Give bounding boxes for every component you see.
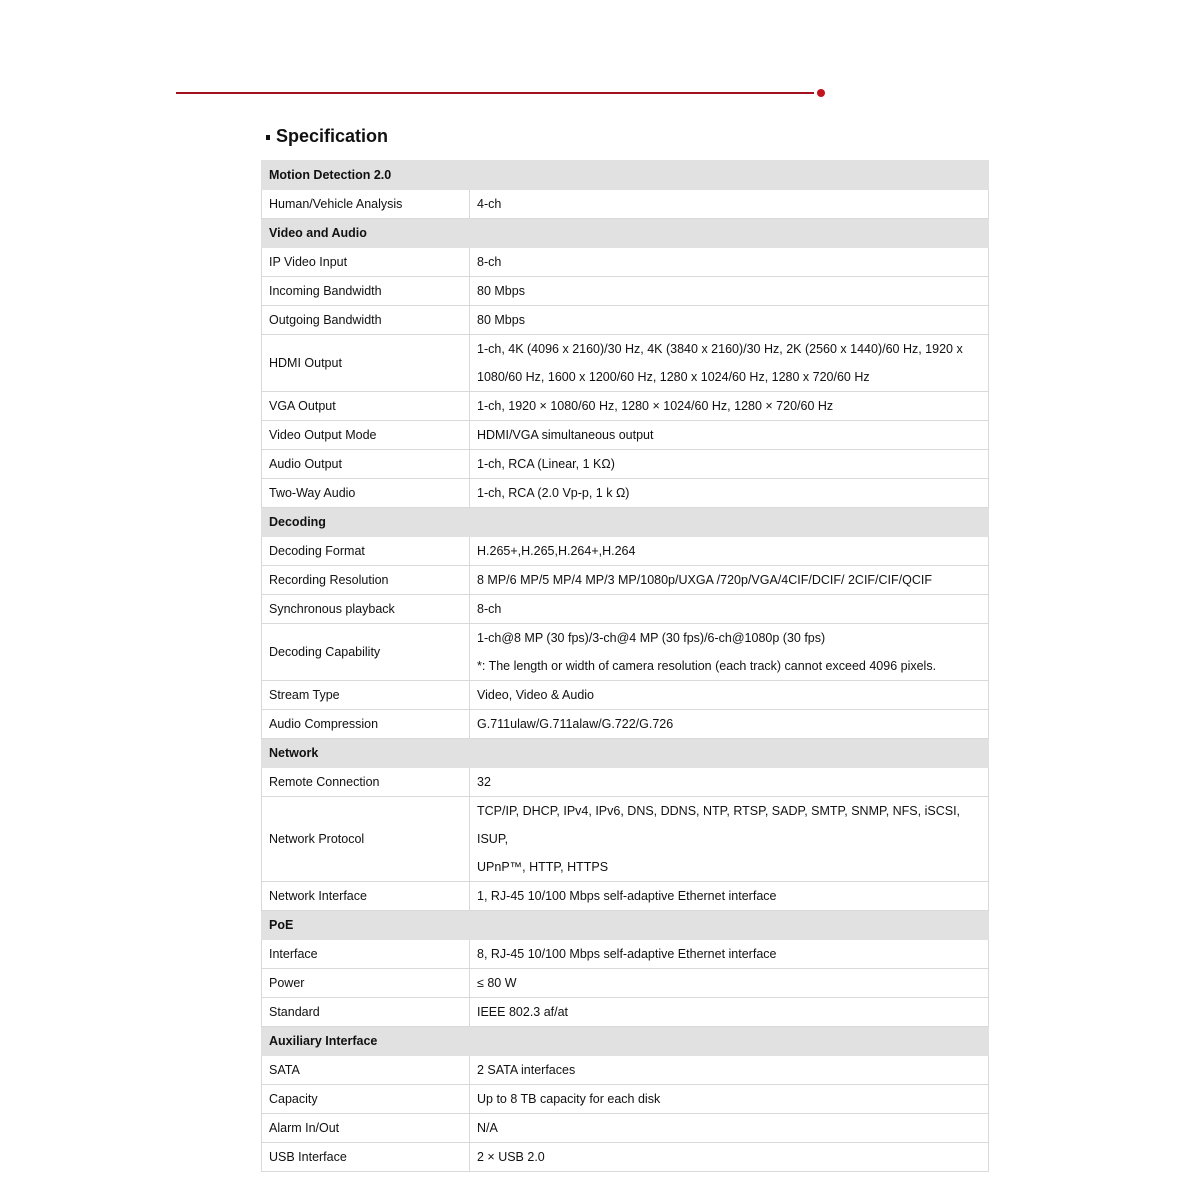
spec-value — [470, 882, 989, 911]
spec-key: Decoding Format — [262, 537, 470, 566]
spec-value — [470, 450, 989, 479]
table-row — [262, 335, 989, 392]
spec-value — [470, 768, 989, 797]
spec-value-line: 8, RJ-45 10/100 Mbps self-adaptive Ethernet interface — [477, 947, 777, 961]
spec-key: Incoming Bandwidth — [262, 277, 470, 306]
spec-value-line: TCP/IP, DHCP, IPv4, IPv6, DNS, DDNS, NTP, RTSP, SADP, SMTP, SNMP, NFS, iSCSI, ISUP, — [477, 804, 961, 846]
table-row — [262, 537, 989, 566]
table-row — [262, 940, 989, 969]
section-title: Network — [262, 739, 989, 768]
table-row — [262, 479, 989, 508]
spec-key: Power — [262, 969, 470, 998]
table-row — [262, 969, 989, 998]
spec-key: Audio Compression — [262, 710, 470, 739]
spec-value — [470, 595, 989, 624]
spec-value — [470, 190, 989, 219]
spec-value — [470, 710, 989, 739]
spec-key: Human/Vehicle Analysis — [262, 190, 470, 219]
spec-key: VGA Output — [262, 392, 470, 421]
table-row — [262, 190, 989, 219]
spec-key: IP Video Input — [262, 248, 470, 277]
header-rule — [176, 92, 814, 94]
spec-value-line: 1-ch, RCA (Linear, 1 KΩ) — [477, 457, 615, 471]
spec-value — [470, 940, 989, 969]
spec-value-line: 80 Mbps — [477, 284, 525, 298]
spec-value-line: 1, RJ-45 10/100 Mbps self-adaptive Ethernet interface — [477, 889, 777, 903]
spec-key: Synchronous playback — [262, 595, 470, 624]
spec-value — [470, 335, 989, 392]
spec-value-line: 2 SATA interfaces — [477, 1063, 576, 1077]
spec-value-line: 8-ch — [477, 602, 502, 616]
spec-value-line: 8 MP/6 MP/5 MP/4 MP/3 MP/1080p/UXGA /720p/VGA/4CIF/DCIF/ 2CIF/CIF/QCIF — [477, 573, 932, 587]
spec-value — [470, 566, 989, 595]
page-title — [266, 126, 388, 147]
spec-value-line: N/A — [477, 1121, 498, 1135]
table-row — [262, 277, 989, 306]
spec-value — [470, 392, 989, 421]
spec-value — [470, 681, 989, 710]
spec-value-line: HDMI/VGA simultaneous output — [477, 428, 654, 442]
section-title: Auxiliary Interface — [262, 1027, 989, 1056]
table-row — [262, 882, 989, 911]
spec-value-line: 1-ch, RCA (2.0 Vp-p, 1 k Ω) — [477, 486, 630, 500]
spec-value-line: 1080/60 Hz, 1600 x 1200/60 Hz, 1280 x 1024/60 Hz, 1280 x 720/60 Hz — [477, 370, 870, 384]
spec-value — [470, 1085, 989, 1114]
spec-value — [470, 969, 989, 998]
spec-key: Capacity — [262, 1085, 470, 1114]
spec-value — [470, 306, 989, 335]
spec-value-line: IEEE 802.3 af/at — [477, 1005, 569, 1019]
spec-value — [470, 624, 989, 681]
spec-key: Decoding Capability — [262, 624, 470, 681]
spec-value — [470, 248, 989, 277]
spec-value — [470, 421, 989, 450]
table-row — [262, 797, 989, 882]
table-row — [262, 681, 989, 710]
table-row — [262, 306, 989, 335]
section-header-row — [262, 508, 989, 537]
bullet-icon — [266, 135, 270, 140]
table-row — [262, 392, 989, 421]
spec-value-line: 2 × USB 2.0 — [477, 1150, 545, 1164]
spec-value — [470, 998, 989, 1027]
table-row — [262, 566, 989, 595]
table-row — [262, 1085, 989, 1114]
spec-value-line: G.711ulaw/G.711alaw/G.722/G.726 — [477, 717, 674, 731]
spec-value — [470, 479, 989, 508]
spec-key: Interface — [262, 940, 470, 969]
section-header-row — [262, 911, 989, 940]
spec-key: Outgoing Bandwidth — [262, 306, 470, 335]
spec-value-line: 1-ch, 4K (4096 x 2160)/30 Hz, 4K (3840 x 2160)/30 Hz, 2K (2560 x 1440)/60 Hz, 1920 x — [477, 342, 963, 356]
section-header-row — [262, 161, 989, 190]
spec-key: Remote Connection — [262, 768, 470, 797]
spec-key: Alarm In/Out — [262, 1114, 470, 1143]
header-rule-dot — [817, 89, 825, 97]
spec-table-body — [262, 161, 989, 1172]
spec-key: Audio Output — [262, 450, 470, 479]
spec-value-line: *: The length or width of camera resolution (each track) cannot exceed 4096 pixels. — [477, 659, 937, 673]
spec-key: Stream Type — [262, 681, 470, 710]
page-title-text: Specification — [276, 126, 389, 146]
table-row — [262, 1114, 989, 1143]
table-row — [262, 595, 989, 624]
spec-value-line: 8-ch — [477, 255, 502, 269]
table-row — [262, 1056, 989, 1085]
spec-key: Network Interface — [262, 882, 470, 911]
spec-key: Network Protocol — [262, 797, 470, 882]
spec-key: Video Output Mode — [262, 421, 470, 450]
table-row — [262, 710, 989, 739]
section-title: PoE — [262, 911, 989, 940]
spec-key: Recording Resolution — [262, 566, 470, 595]
spec-value — [470, 1143, 989, 1172]
table-row — [262, 998, 989, 1027]
spec-value-line: UPnP™, HTTP, HTTPS — [477, 860, 609, 874]
spec-value-line: H.265+,H.265,H.264+,H.264 — [477, 544, 636, 558]
spec-value-line: 1-ch@8 MP (30 fps)/3-ch@4 MP (30 fps)/6-ch@1080p (30 fps) — [477, 631, 826, 645]
table-row — [262, 248, 989, 277]
spec-value-line: 1-ch, 1920 × 1080/60 Hz, 1280 × 1024/60 Hz, 1280 × 720/60 Hz — [477, 399, 834, 413]
table-row — [262, 624, 989, 681]
spec-table — [261, 160, 989, 1172]
section-title: Motion Detection 2.0 — [262, 161, 989, 190]
table-row — [262, 768, 989, 797]
spec-value — [470, 1114, 989, 1143]
table-row — [262, 450, 989, 479]
section-title: Decoding — [262, 508, 989, 537]
spec-value-line: ≤ 80 W — [477, 976, 517, 990]
section-header-row — [262, 1027, 989, 1056]
spec-value — [470, 797, 989, 882]
spec-key: Two-Way Audio — [262, 479, 470, 508]
spec-value-line: Video, Video & Audio — [477, 688, 594, 702]
spec-key: HDMI Output — [262, 335, 470, 392]
table-row — [262, 1143, 989, 1172]
section-header-row — [262, 739, 989, 768]
spec-value-line: 4-ch — [477, 197, 502, 211]
spec-value — [470, 537, 989, 566]
spec-value — [470, 277, 989, 306]
spec-value-line: 80 Mbps — [477, 313, 525, 327]
spec-value-line: Up to 8 TB capacity for each disk — [477, 1092, 661, 1106]
table-row — [262, 421, 989, 450]
section-header-row — [262, 219, 989, 248]
spec-key: Standard — [262, 998, 470, 1027]
spec-key: USB Interface — [262, 1143, 470, 1172]
spec-value — [470, 1056, 989, 1085]
spec-key: SATA — [262, 1056, 470, 1085]
section-title: Video and Audio — [262, 219, 989, 248]
spec-value-line: 32 — [477, 775, 491, 789]
